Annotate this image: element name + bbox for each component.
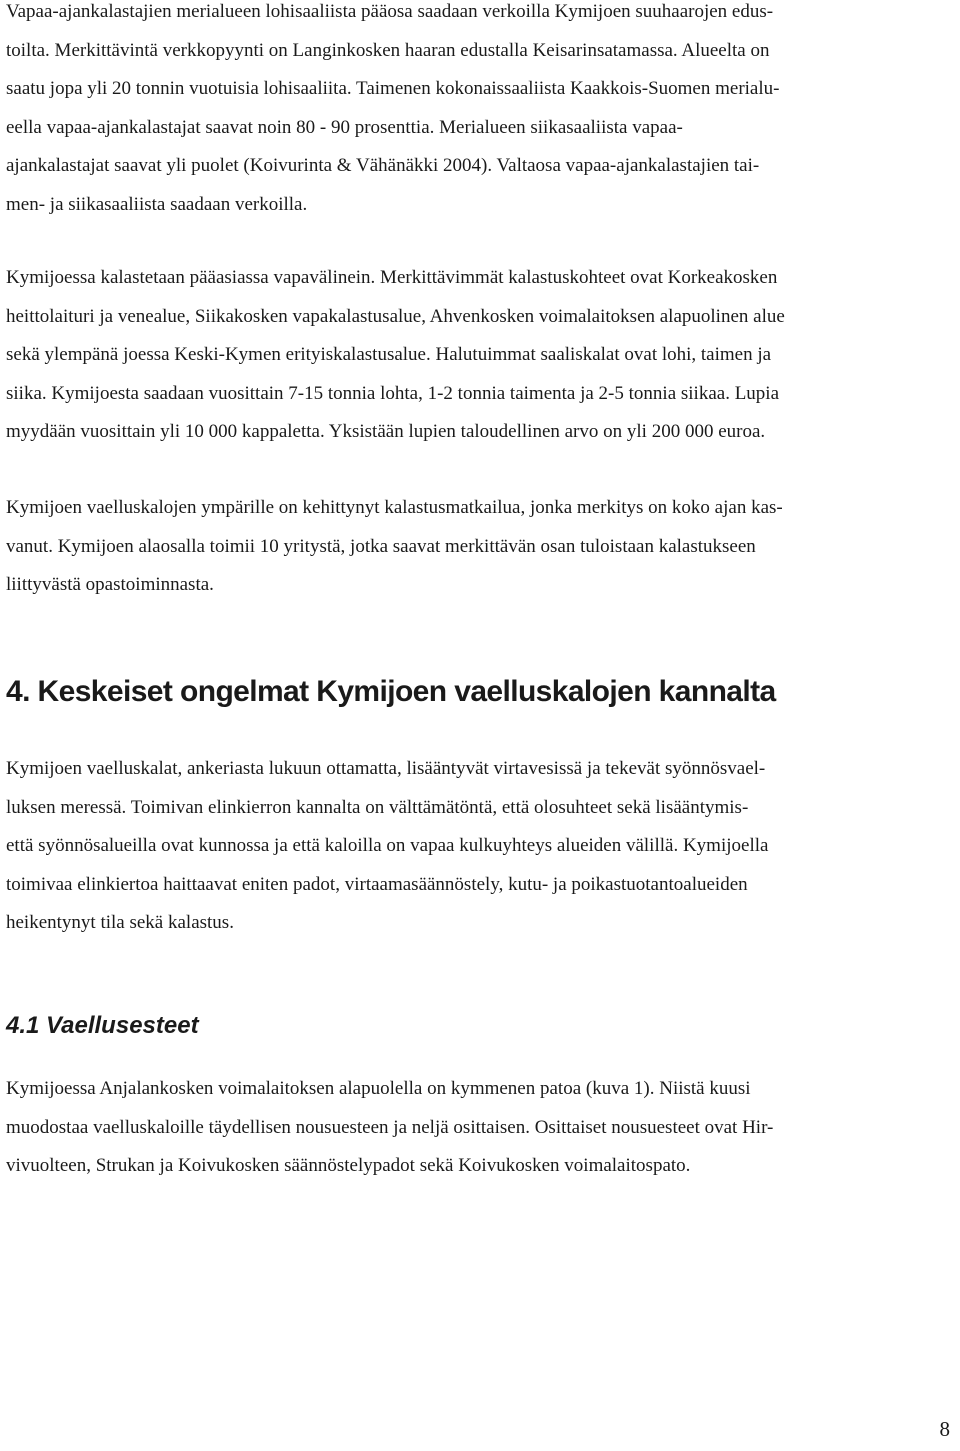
section-heading-4-1: 4.1 Vaellusesteet: [6, 1012, 199, 1039]
text-line: heittolaituri ja venealue, Siikakosken vapakalastusalue, Ahvenkosken voimalaitoksen alapuolinen alue: [6, 305, 785, 327]
text-line: saatu jopa yli 20 tonnin vuotuisia lohisaaliita. Taimenen kokonaissaaliista Kaakkois-Suomen merialu-: [6, 78, 780, 100]
text-line: liittyvästä opastoiminnasta.: [6, 574, 214, 596]
paragraph-sea-area-catch: [6, 0, 954, 225]
text-line: sekä ylempänä joessa Keski-Kymen erityiskalastusalue. Halutuimmat saaliskalat ovat lohi, taimen ja: [6, 344, 772, 366]
text-line: Kymijoen vaelluskalat, ankeriasta lukuun ottamatta, lisääntyvät virtavesissä ja tekevät syönnösvael-: [6, 758, 766, 779]
text-line: vivuolteen, Strukan ja Koivukosken säännöstelypadot sekä Koivukosken voimalaitospato.: [6, 1155, 691, 1177]
text-line: eella vapaa-ajankalastajat saavat noin 80 - 90 prosenttia. Merialueen siikasaaliista vapaa-: [6, 116, 683, 138]
text-line: heikentynyt tila sekä kalastus.: [6, 912, 234, 934]
paragraph-fishing-tourism: [6, 489, 956, 605]
page-number: 8: [939, 1417, 950, 1441]
text-line: Vapaa-ajankalastajien merialueen lohisaaliista pääosa saadaan verkoilla Kymijoen suuhaarojen edus-: [6, 1, 774, 22]
paragraph-migration-barriers: [6, 1070, 956, 1186]
text-line: Kymijoen vaelluskalojen ympärille on kehittynyt kalastusmatkailua, jonka merkitys on koko ajan kas-: [6, 497, 783, 518]
text-line: vanut. Kymijoen alaosalla toimii 10 yritystä, jotka saavat merkittävän osan tuloistaan kalastukseen: [6, 535, 756, 557]
text-line: Kymijoessa kalastetaan pääasiassa vapavälinein. Merkittävimmät kalastuskohteet ovat Korkeakosken: [6, 267, 778, 288]
text-line: men- ja siikasaaliista saadaan verkoilla.: [6, 193, 308, 215]
text-line: muodostaa vaelluskaloille täydellisen nousuesteen ja neljä osittaisen. Osittaiset nousuesteet ovat Hir-: [6, 1116, 774, 1138]
text-line: Kymijoessa Anjalankosken voimalaitoksen alapuolella on kymmenen patoa (kuva 1). Niistä kuusi: [6, 1078, 751, 1099]
text-line: toilta. Merkittävintä verkkopyynti on Langinkosken haaran edustalla Keisarinsatamassa. Alueelta on: [6, 39, 770, 61]
paragraph-life-cycle: [6, 750, 956, 943]
section-heading-4: 4. Keskeiset ongelmat Kymijoen vaelluskalojen kannalta: [6, 675, 776, 708]
paragraph-river-fishing: [6, 259, 956, 452]
text-line: toimivaa elinkiertoa haittaavat eniten padot, virtaamasäännöstely, kutu- ja poikastuotantoalueiden: [6, 873, 748, 895]
text-line: ajankalastajat saavat yli puolet (Koivurinta & Vähänäkki 2004). Valtaosa vapaa-ajankalastajien tai-: [6, 155, 760, 177]
text-line: että syönnösalueilla ovat kunnossa ja että kaloilla on vapaa kulkuyhteys alueiden välillä. Kymijoella: [6, 835, 769, 857]
text-line: luksen meressä. Toimivan elinkierron kannalta on välttämätöntä, että olosuhteet sekä lisääntymis-: [6, 796, 749, 818]
text-line: siika. Kymijoesta saadaan vuosittain 7-15 tonnia lohta, 1-2 tonnia taimenta ja 2-5 tonnia siikaa. Lupia: [6, 382, 780, 404]
text-line: myydään vuosittain yli 10 000 kappaletta. Yksistään lupien taloudellinen arvo on yli 200 000 euroa.: [6, 421, 766, 443]
